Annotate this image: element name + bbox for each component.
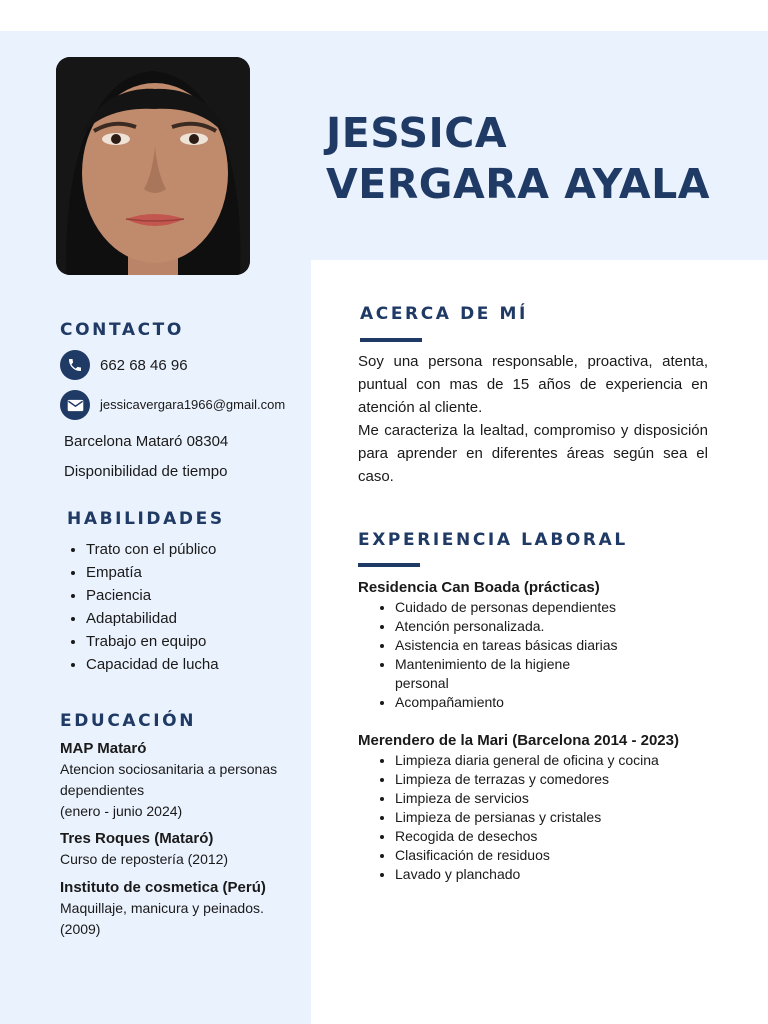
skills-list: [67, 538, 219, 676]
name-line-1: JESSICA: [326, 109, 508, 157]
about-text: [358, 350, 708, 488]
job-task: • Limpieza diaria general de oficina y cocina: [395, 751, 718, 770]
phone-number: 662 68 46 96: [100, 357, 188, 374]
skills-title: HABILIDADES: [67, 509, 225, 529]
skill-item: • Capacidad de lucha: [86, 653, 219, 676]
contact-title: CONTACTO: [60, 320, 184, 340]
education-entry: [60, 738, 295, 822]
about-paragraph: Soy una persona responsable, proactiva, atenta, puntual con mas de 15 años de experiencia en atención al cliente.: [358, 353, 708, 416]
education-institution: Tres Roques (Mataró): [60, 830, 214, 847]
availability: Disponibilidad de tiempo: [64, 463, 228, 480]
skill-item: • Adaptabilidad: [86, 607, 219, 630]
job-title: Residencia Can Boada (prácticas): [358, 579, 600, 596]
job-task: • Cuidado de personas dependientes: [395, 598, 718, 617]
education-course: Atencion sociosanitaria a personas dependientes: [60, 761, 278, 798]
job-task: • Recogida de desechos: [395, 827, 718, 846]
skill-item: • Trabajo en equipo: [86, 630, 219, 653]
job-task: • Acompañamiento: [395, 693, 718, 712]
name-line-2: VERGARA AYALA: [326, 160, 710, 208]
job-task: • Limpieza de servicios: [395, 789, 718, 808]
education-entry: [60, 877, 295, 940]
experience-title: EXPERIENCIA LABORAL: [358, 530, 628, 550]
experience-title-underline: [358, 563, 420, 567]
education-course: Maquillaje, manicura y peinados. (2009): [60, 900, 264, 937]
email-address[interactable]: jessicavergara1966@gmail.com: [100, 397, 286, 412]
job-entry: [358, 578, 718, 712]
email-icon: [60, 390, 90, 420]
job-task: • Limpieza de terrazas y comedores: [395, 770, 718, 789]
job-entry: [358, 731, 718, 884]
job-task: • Atención personalizada.: [395, 617, 718, 636]
about-paragraph: Me caracteriza la lealtad, compromiso y disposición para aprender en diferentes áreas según sea el caso.: [358, 422, 708, 485]
job-tasks: [358, 751, 718, 884]
skill-item: • Paciencia: [86, 584, 219, 607]
education-institution: MAP Mataró: [60, 740, 147, 757]
education-institution: Instituto de cosmetica (Perú): [60, 879, 266, 896]
education-dates: (enero - junio 2024): [60, 803, 183, 819]
candidate-name: [326, 108, 710, 210]
education-title: EDUCACIÓN: [60, 711, 197, 731]
skill-item: • Trato con el público: [86, 538, 219, 561]
education-entry: [60, 828, 295, 870]
job-task: • Clasificación de residuos: [395, 846, 718, 865]
job-task: • Limpieza de persianas y cristales: [395, 808, 718, 827]
skill-item: • Empatía: [86, 561, 219, 584]
job-tasks: [358, 598, 718, 712]
job-title: Merendero de la Mari (Barcelona 2014 - 2023): [358, 732, 679, 749]
phone-icon: [60, 350, 90, 380]
address: Barcelona Mataró 08304: [64, 433, 229, 450]
job-task: • Lavado y planchado: [395, 865, 718, 884]
job-task: • Asistencia en tareas básicas diarias: [395, 636, 718, 655]
job-task: • Mantenimiento de la higiene personal: [395, 655, 595, 693]
education-course: Curso de repostería (2012): [60, 851, 229, 867]
about-title: ACERCA DE MÍ: [360, 304, 528, 324]
profile-photo: [56, 57, 250, 275]
about-title-underline: [360, 338, 422, 342]
